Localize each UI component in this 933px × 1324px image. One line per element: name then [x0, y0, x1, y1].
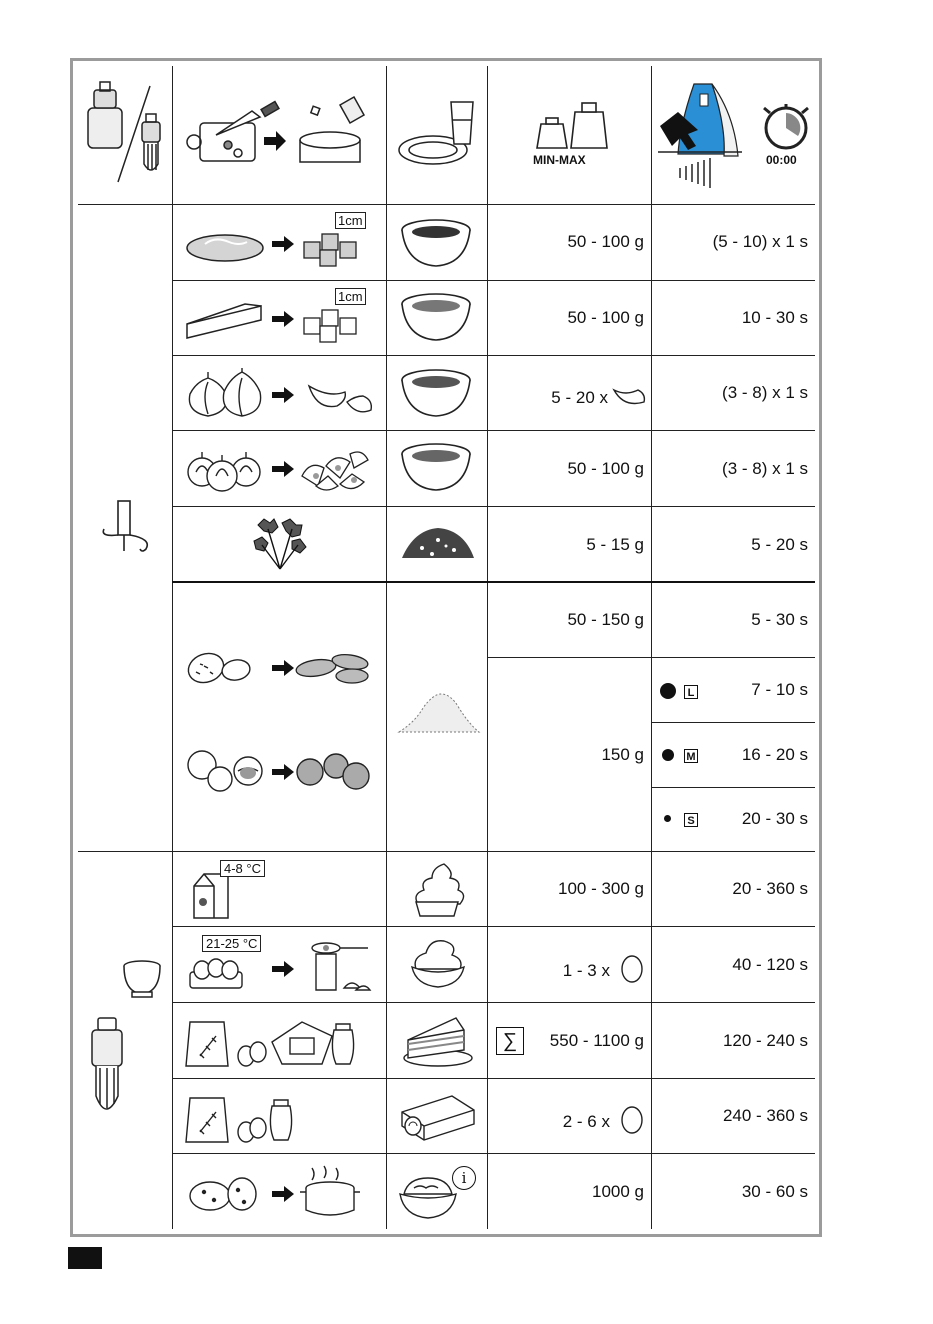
- bowl-icon: [398, 366, 474, 420]
- timer-label: 00:00: [766, 153, 797, 167]
- garlic-clove-icon: [612, 386, 646, 408]
- page-marker: [68, 1247, 102, 1269]
- whipped-cream-icon: [410, 860, 464, 920]
- size-label: L: [684, 683, 698, 701]
- whisk-bowl-icon: [120, 958, 164, 1000]
- swiss-roll-icon: [398, 1090, 478, 1142]
- arrow-icon: [272, 236, 294, 252]
- quantity-value: 50 - 150 g: [567, 610, 644, 629]
- size-large-dot: [660, 683, 676, 699]
- potatoes-icon: [186, 1172, 266, 1216]
- grid-line: [172, 926, 815, 927]
- pulse-button-icon: [658, 78, 748, 190]
- grid-line: [172, 66, 173, 1229]
- quantity-value: 1000 g: [592, 1182, 644, 1201]
- time-value: 40 - 120 s: [732, 955, 808, 974]
- stopwatch-icon: [760, 98, 812, 150]
- quantity-value: 2 - 6 x: [562, 1112, 610, 1131]
- quantity-value: 50 - 100 g: [567, 232, 644, 251]
- temperature-tag: 21-25 °C: [202, 935, 261, 952]
- meat-icon: [185, 226, 265, 266]
- arrow-icon: [272, 1186, 294, 1202]
- size-small-dot: [664, 815, 671, 822]
- time-value: 10 - 30 s: [741, 308, 808, 327]
- grid-line: [386, 66, 387, 1229]
- time-value: 240 - 360 s: [722, 1106, 808, 1125]
- time-value: 120 - 240 s: [722, 1031, 808, 1050]
- time-value: 20 - 30 s: [741, 809, 808, 828]
- egg-icon: [620, 952, 644, 984]
- quantity-value: 100 - 300 g: [557, 879, 644, 898]
- arrow-icon: [272, 461, 294, 477]
- quantity-value: 5 - 15 g: [586, 535, 644, 554]
- grid-line: [78, 204, 815, 205]
- time-value: (5 - 10) x 1 s: [712, 232, 808, 251]
- cooking-pot-icon: [298, 1162, 368, 1220]
- time-value: 30 - 60 s: [741, 1182, 808, 1201]
- bowl-icon: [398, 216, 474, 270]
- plate-glass-icon: [395, 98, 481, 168]
- mashed-potato-bowl-icon: [398, 1172, 460, 1220]
- grid-line: [172, 355, 815, 356]
- chopped-herbs-icon: [398, 520, 478, 568]
- arrow-icon: [272, 961, 294, 977]
- grid-line: [487, 66, 488, 1229]
- eggs-tray-icon: [188, 952, 244, 992]
- flour-eggs-icon: [186, 1088, 296, 1146]
- almonds-icon: [184, 642, 268, 692]
- weights-icon: [533, 100, 613, 150]
- arrow-icon: [272, 660, 294, 676]
- info-icon: i: [452, 1166, 476, 1190]
- quantity-value: 150 g: [601, 745, 644, 764]
- time-value: 16 - 20 s: [741, 745, 808, 764]
- time-value: 7 - 10 s: [751, 680, 808, 699]
- baking-ingredients-icon: [186, 1012, 366, 1070]
- quantity-value: 5 - 20 x: [551, 388, 608, 407]
- quantity-value: 1 - 3 x: [562, 961, 610, 980]
- size-label: M: [684, 747, 698, 765]
- time-value: 5 - 30 s: [751, 610, 808, 629]
- bowl-icon: [398, 440, 474, 494]
- grid-line: [172, 1153, 815, 1154]
- grid-line: [172, 1078, 815, 1079]
- garlic-cloves-icon: [305, 372, 375, 416]
- sum-symbol: ∑: [496, 1027, 524, 1055]
- cake-slice-icon: [402, 1012, 474, 1068]
- onion-slices-icon: [296, 446, 376, 496]
- grid-line: [172, 280, 815, 281]
- grid-line: [172, 1002, 815, 1003]
- chopper-blade-icon: [100, 497, 152, 557]
- milk-carton-icon: [190, 870, 232, 922]
- size-label: S: [684, 811, 698, 829]
- onion-icon: [186, 448, 270, 494]
- arrow-icon: [272, 311, 294, 327]
- time-value: 5 - 20 s: [751, 535, 808, 554]
- parsley-icon: [248, 515, 312, 573]
- grid-line: [172, 506, 815, 507]
- garlic-icon: [186, 368, 271, 420]
- quantity-value: 50 - 100 g: [567, 459, 644, 478]
- accessories-icon: [78, 78, 170, 188]
- size-medium-dot: [662, 749, 674, 761]
- temperature-tag: 4-8 °C: [220, 860, 265, 877]
- time-value: 20 - 360 s: [732, 879, 808, 898]
- grid-line: [172, 430, 815, 431]
- arrow-icon: [272, 764, 294, 780]
- grid-line: [78, 851, 815, 852]
- time-value: (3 - 8) x 1 s: [722, 383, 808, 402]
- size-tag: 1cm: [335, 212, 366, 229]
- whipped-egg-white-icon: [408, 935, 468, 991]
- grid-line: [651, 787, 815, 788]
- whisk-attachment-icon: [84, 1012, 130, 1122]
- min-max-label: MIN-MAX: [533, 153, 586, 167]
- size-tag: 1cm: [335, 288, 366, 305]
- ground-powder-icon: [397, 692, 481, 736]
- egg-separator-icon: [308, 938, 376, 996]
- grid-line: [651, 722, 815, 723]
- grid-line: [487, 657, 815, 658]
- time-value: (3 - 8) x 1 s: [722, 459, 808, 478]
- bowl-icon: [398, 290, 474, 344]
- hazelnuts-icon: [184, 745, 272, 795]
- egg-icon: [620, 1103, 644, 1135]
- shelled-hazelnuts-icon: [294, 750, 374, 792]
- arrow-icon: [272, 387, 294, 403]
- shelled-almonds-icon: [294, 648, 374, 688]
- grid-line: [172, 581, 815, 583]
- quantity-value: 550 - 1100 g: [549, 1031, 644, 1050]
- quantity-value: 50 - 100 g: [567, 308, 644, 327]
- grid-line: [651, 66, 652, 1229]
- prep-icon: [180, 95, 380, 170]
- cheese-icon: [185, 300, 265, 342]
